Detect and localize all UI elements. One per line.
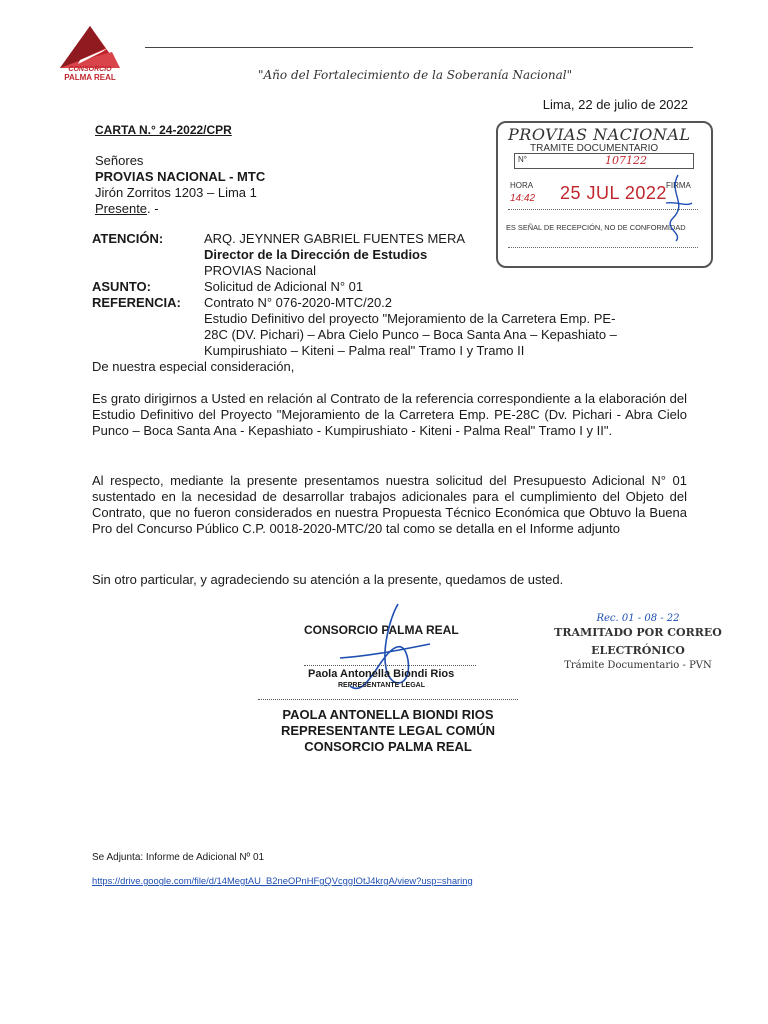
referencia-line1: Contrato N° 076-2020-MTC/20.2 <box>204 295 393 310</box>
stamp-hora-value: 14:42 <box>510 193 536 204</box>
sig-line-main <box>258 699 518 700</box>
stamp-title: PROVIAS NACIONAL <box>508 125 691 144</box>
stamp-date: 25 JUL 2022 <box>560 183 667 203</box>
sig-line <box>304 665 476 666</box>
referencia-line3: 28C (DV. Pichari) – Abra Cielo Punco – Boca Santa Ana – Kepashiato – <box>204 327 617 342</box>
handwritten-signature-icon <box>320 598 440 708</box>
stamp-signature-icon <box>648 173 698 243</box>
sig-role: REPRESENTANTE LEGAL COMÚN <box>280 723 496 738</box>
rec-line3: Trámite Documentario - PVN <box>564 660 712 671</box>
sig-inner-name: Paola Antonella Biondi Rios <box>308 668 455 680</box>
presente: Presente <box>95 201 148 216</box>
reception-stamp <box>496 121 713 268</box>
atencion-label: ATENCIÓN: <box>92 231 164 246</box>
atencion-org: PROVIAS Nacional <box>204 263 316 278</box>
adjunta-note: Se Adjunta: Informe de Adicional Nº 01 <box>92 852 265 863</box>
stamp-firma-label: FIRMA <box>666 181 691 190</box>
asunto-value: Solicitud de Adicional N° 01 <box>204 279 364 294</box>
recipient-block <box>95 153 265 217</box>
atencion-block <box>204 231 465 279</box>
sig-name: PAOLA ANTONELLA BIONDI RIOS <box>282 707 494 722</box>
stamp-n-label: N° <box>518 155 527 164</box>
paragraph-3: Sin otro particular, y agradeciendo su atención a la presente, quedamos de usted. <box>92 572 564 587</box>
paragraph-2: Al respecto, mediante la presente presentamos nuestra solicitud del Presupuesto Adicional N° 01 sustentado en la necesidad de desarrollar trabajos adicionales para el cumplimiento del Objeto del Contrato, que no fueron considerados en nuestra Propuesta Técnico Económica que Obtuvo la Buena Pro del Concurso Público C.P. 0018-2020-MTC/20 tal como se detalla en el Informe adjunto <box>92 473 687 536</box>
sig-inner-org: CONSORCIO PALMA REAL <box>304 623 459 637</box>
atencion-name: ARQ. JEYNNER GABRIEL FUENTES MERA <box>204 231 466 246</box>
paragraph-1: Es grato dirigirnos a Usted en relación al Contrato de la referencia correspondiente a la elaboración del Estudio Definitivo del Proyecto "Mejoramiento de la Carretera Emp. PE-28C (Dv. Pichari - Abra Cielo Punco – Boca Santa Ana - Kepashiato - Kumpirushiato - Kiteni - Palma Real" Tramo I y II". <box>92 391 687 438</box>
stamp-n-value: 107122 <box>605 154 647 167</box>
greeting: Señores <box>95 153 144 168</box>
presente-line <box>95 201 265 217</box>
motto: "Año del Fortalecimiento de la Soberanía Nacional" <box>258 68 573 82</box>
attachment-link[interactable]: https://drive.google.com/file/d/14MegtAU_B2neOPnHFgQVcggIOtJ4krgA/view?usp=sharing <box>92 875 473 886</box>
referencia-line2: Estudio Definitivo del proyecto "Mejoramiento de la Carretera Emp. PE- <box>204 311 616 326</box>
sig-inner-role: REPRESENTANTE LEGAL <box>338 682 425 689</box>
stamp-hora-label: HORA <box>510 181 534 190</box>
atencion-role: Director de la Dirección de Estudios <box>204 247 428 262</box>
referencia-block <box>204 295 617 359</box>
rec-line2: ELECTRÓNICO <box>591 644 685 657</box>
stamp-note: ES SEÑAL DE RECEPCIÓN, NO DE CONFORMIDAD <box>506 223 686 232</box>
referencia-label: REFERENCIA: <box>92 295 181 310</box>
header-rule <box>145 47 693 48</box>
sig-org: CONSORCIO PALMA REAL <box>304 739 472 754</box>
stamp-subtitle: TRAMITE DOCUMENTARIO <box>530 143 659 154</box>
recipient-org: PROVIAS NACIONAL - MTC <box>95 169 266 184</box>
stamp-line <box>508 247 698 248</box>
logo-text <box>50 66 130 82</box>
presente-suffix: . - <box>147 201 159 216</box>
stamp-number-box <box>514 153 694 169</box>
rec-line1: TRAMITADO POR CORREO <box>554 626 722 639</box>
logo-line2: PALMA REAL <box>64 73 116 82</box>
consideracion: De nuestra especial consideración, <box>92 359 295 374</box>
electronic-reception <box>548 613 728 671</box>
recipient-address: Jirón Zorritos 1203 – Lima 1 <box>95 185 257 200</box>
referencia-line4: Kumpirushiato – Kiteni – Palma real" Tramo I y Tramo II <box>204 343 525 358</box>
signature-block <box>268 707 508 755</box>
asunto-label: ASUNTO: <box>92 279 151 294</box>
logo-line1: CONSORCIO <box>68 66 112 73</box>
letter-date: Lima, 22 de julio de 2022 <box>542 97 688 112</box>
carta-number: CARTA N.° 24-2022/CPR <box>95 123 232 137</box>
rec-handwritten: Rec. 01 - 08 - 22 <box>596 613 680 624</box>
